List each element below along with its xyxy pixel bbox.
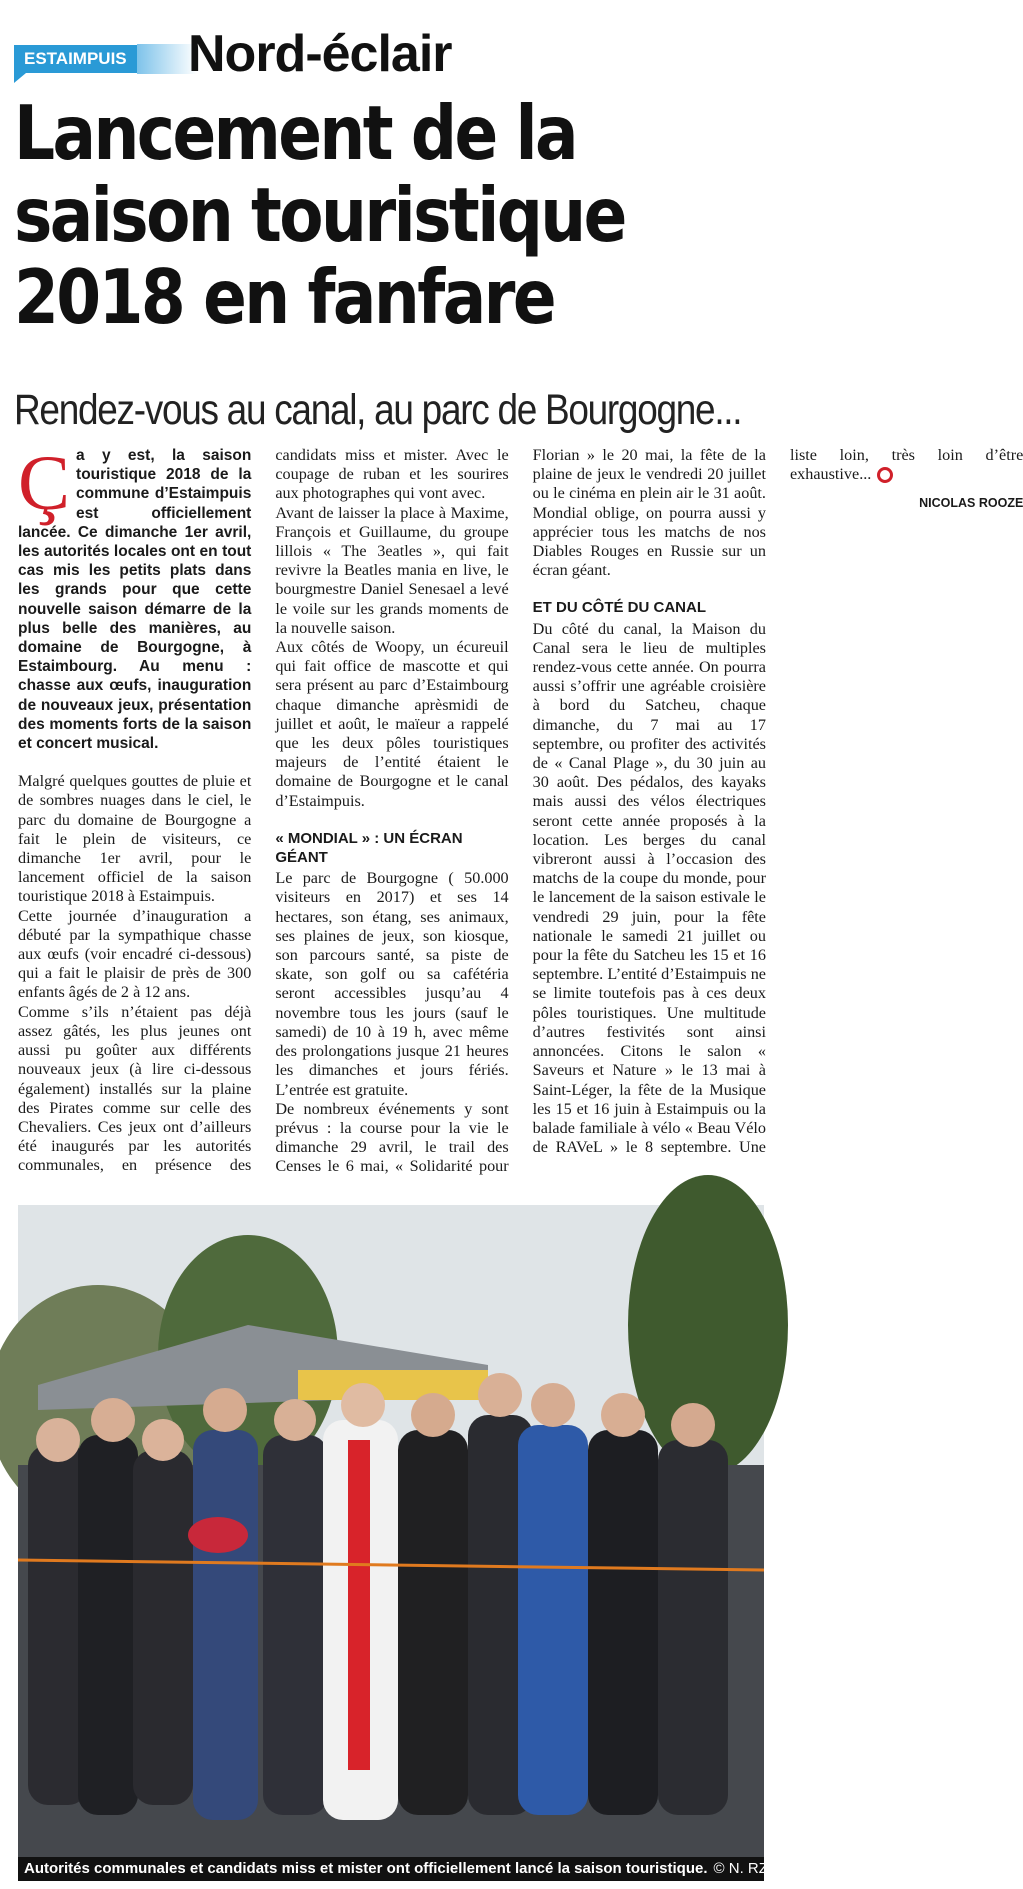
article-photo [18,1205,764,1857]
section-tag-label: ESTAIMPUIS [14,45,137,73]
newspaper-masthead: Nord-éclair [188,25,452,83]
end-mark-icon [877,467,893,483]
lead-text: a y est, la saison touristique 2018 de la commune d’Estaimpuis est officiellement lancée. Ce dimanche 1er avril, les autorités locales ont en tout cas mis les petits plats dans les grands pour que cette nouvelle saison démarre de la plus belle des manières, au domaine de Bourgogne, à Estaimbourg. Au menu : chasse aux œufs, inauguration de nouveaux jeux, présentation des moments forts de la saison et concert musical. [18,447,252,753]
paragraph: Comme s’ils n’étaient pas déjà assez gâtés, les plus jeunes ont aussi pu goûter aux différents nouveaux jeux (à lire ci-dessous également) installés sur la plaine des Pirates comme sur celle des Chevaliers. Ces jeux ont d’ailleurs été inaugurés par les autorités communales, en présence des candidats miss et mister. Avec le coupage de ruban et les sourires aux photographes qui vont avec. [18,446,509,1175]
section-tag [14,44,197,74]
article-lead [18,439,252,753]
crosshead-canal: ET DU CÔTÉ DU CANAL [532,599,706,617]
paragraph: Malgré quelques gouttes de pluie et de sombres nuages dans le ciel, le parc du domaine de Bourgogne a fait le plein de visiteurs, ce dimanche 1er avril, pour le lancement officiel de la saison touristique 2018 à Estaimpuis. [18,772,252,906]
article-subheadline: Rendez-vous au canal, au parc de Bourgogne... [14,386,742,434]
photo-caption-text: Autorités communales et candidats miss et mister ont officiellement lancé la saison touristique. [24,1860,708,1877]
photo-caption [18,1857,773,1881]
paragraph: Avant de laisser la place à Maxime, François et Guillaume, du groupe lillois « The 3eatles », qui fait revivre la Beatles mania en live, le bourgmestre Daniel Senesael a levé le voile sur les grands moments de la nouvelle saison. [275,503,509,637]
drop-cap: Ç [18,439,71,526]
photo-illustration [18,1205,764,1857]
paragraph: De nombreux événements y sont prévus : la course pour la vie le dimanche 29 avril, le trail des Censes le 6 mai, « Solidarité pour Florian » le 20 mai, la fête de la plaine de jeux le vendredi 20 juillet ou le cinéma en plein air le 31 août. Mondial oblige, on pourra aussi y apprécier tous les matchs de nos Diables Rouges en Russie sur un écran géant. [275,446,766,1176]
crosshead-mondial: « MONDIAL » : UN ÉCRAN GÉANT [275,829,463,867]
author-signature: NICOLAS ROOZE [919,496,1023,511]
paragraph: Cette journée d’inauguration a débuté par la sympathique chasse aux œufs (voir encadré ci-dessous) qui a fait le plaisir de près de 300 enfants âgés de 2 à 12 ans. [18,906,252,1002]
photo-awning [298,1370,488,1400]
article-headline: Lancement de la saison touristique 2018 en fanfare [14,89,625,341]
photo-credit: © N. RZ. [713,1860,773,1877]
article-body [18,439,1023,1181]
paragraph: Aux côtés de Woopy, un écureuil qui fait office de mascotte et qui sera présent au parc d’Estaimbourg chaque dimanche aprèsmidi de juillet et août, le maïeur a rappelé que les deux pôles touristiques majeurs de l’entité étaient le domaine de Bourgogne et le canal d’Estaimpuis. [275,638,509,810]
paragraph: Le parc de Bourgogne ( 50.000 visiteurs en 2017) et ses 14 hectares, son étang, ses animaux, ses plaines de jeux, son kiosque, son parcours santé, sa piste de skate, son golf ou sa cafétéria seront accessibles jusqu’au 4 novembre tous les jours (sauf le samedi) de 10 à 19 h, avec même des prolongations jusque 21 heures les dimanches et jours fériés. L’entrée est gratuite. [275,869,509,1099]
paragraph-text: Du côté du canal, la Maison du Canal sera le lieu de multiples rendez-vous cette année. On pourra aussi s’offrir une agréable croisière à bord du Satcheu, chaque dimanche, du 7 mai au 17 septembre, ou profiter des activités de « Canal Plage », du 30 juin au 30 août. Des pédalos, des kayaks mais aussi des vélos électriques seront cette année proposés à la location. Les berges du canal vibreront aussi à l’occasion des matchs de la coupe du monde, pour le lancement de la saison estivale le vendredi 29 juin, pour la fête nationale le samedi 21 juillet ou pour la fête du Satcheu les 15 et 16 septembre. L’entité d’Estaimpuis ne se limite toutefois pas à ces deux pôles touristiques. Une multitude d’autres festivités sont ainsi annoncées. Citons le salon « Saveurs et Nature » le 13 mai à Saint-Léger, la fête de la Musique les 15 et 16 juin à Estaimpuis ou la balade familiale à vélo « Beau Vélo de RAVeL » le 8 septembre. Une liste loin, très loin d’être exhaustive... [532,446,1023,1157]
